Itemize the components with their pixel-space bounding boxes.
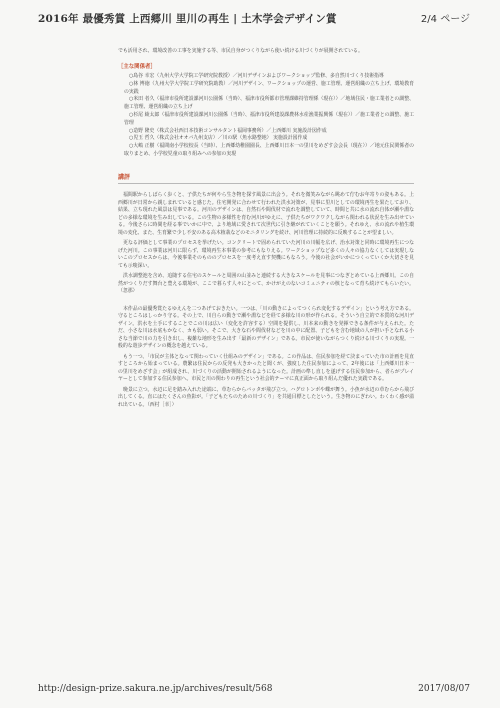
member-item: ○造野 隆史（株式会社西日本技術コンサルタント福岡事務所）／上西郷川 実施設計図作成 — [129, 127, 327, 134]
member-item: ○米田 者久（福津市役所建設課河川公園係（当時）、福津市役所都市管理課維持管理係（現在））／地域住民・施工業者との調整、施工管理、運営組織の立ち上げ — [124, 96, 414, 111]
section-divider — [118, 183, 414, 184]
page-title: 2016年 最優秀賞 上西郷川 里川の再生 | 土木学会デザイン賞 — [38, 13, 337, 25]
footer-url: http://design-prize.sakura.ne.jp/archives/result/568 — [38, 684, 273, 694]
page-header — [38, 10, 470, 30]
members-heading: ［主な関係者］ — [118, 63, 156, 70]
member-item: ○林 博徳（九州大学大学院工学研究院助教）／河川デザイン、ワークショップの運営、施工管理、運営組織の立ち上げ、環境教育の実践 — [124, 80, 414, 95]
review-heading: 講評 — [118, 173, 131, 181]
review-paragraph: 晩景に立つ。水辺に足を踏み入れた途端に、草むらからバッタが飛び立つ。ハグロトンボや蝶が舞う。小魚が水辺の草むらから飛び出してくる。直にはたくさんの魚影が。「子どもたちのための川づくり」を共通目標としたという。生き物のにぎわい。わくわく感が溢れ出ている。（西村［幸］） — [118, 386, 414, 408]
review-paragraph: 洪水調整池を含め、追随する住宅のスケールと周囲の山並みと連続する大きなスケールを見事につなぎとめている上西郷川。この自然がつくりだす舞台と豊える環境が、ここで暮らす人々にとって、かけがえのないコミュニティの核となって育ち続けてもらいたい。（忽那） — [118, 273, 414, 295]
footer-date: 2017/08/07 — [418, 684, 470, 694]
page-footer — [38, 684, 470, 698]
members-list — [118, 73, 414, 159]
member-item: ○大嶋 正樹（福間南小学校校長（当時）、上西郷幼稚園園長、上西郷川日本一の里川をめざす会会長（現在））／地元住民関係者の取りまとめ、小学校児童の取り組みへの参加の実現 — [124, 143, 414, 157]
review-paragraph: 更なる評価として事業のプロセスを挙げたい。コンクリートで固められていた河川の川幅を広げ、治水対策と同時に環境再生につなげた河川。この事業は河川に限らず、環境再生本事業の参考にもなりえる。ワークショップなど多くの人々の協力なくしては実現しないこのプロセスからは、今後事業そのもののプロセスを一度考え直す契機にもなろう。今後の社会がいかにつくっていくか大切さを見ても示唆深い。 — [118, 240, 414, 269]
review-paragraph: 本作品の最優秀賞たるゆえんを二つあげておきたい。一つは、「川の動きによってつくられ変化するデザイン」という考え方である。守るところはしっかり守る。その上で、川自らの動きで瀬や淵などを経て多様な川の形が作られる。そういう自立的で本質的な河川デザイン。洪水を土手にすることでこの川は広い（変化を許容する）空間を提供し、川本来の動きを発揮できる条件が与えられた。ただ、小さな川は水底もかなく、カも弱い。そこで、大きな石や間伐材などを川の中に配置、子どもを含む地域の人が担い手となれる小さな当節で川の力を引き出し、複雑な地形を生み出す「最新のデザイン」である。市民が使いながらつくり続ける川づくりの実現。一般的な遊歩デザインの概念を越えている。 — [118, 305, 414, 350]
intro-text: でも活用され、環境改善の工事を実施する等、市民自身がつくりながら使い続ける川づくりが展開されている。 — [118, 48, 363, 54]
page-indicator: 2/4 ページ — [420, 14, 470, 25]
review-paragraph: もう一つ、「市民が主体となって関わっていく仕組みのデザイン」である。この作品は、住民参加を経て決まっていた市の計画を見直すところから始まっている。農繁は住民からの反発も大きかったと聞くが、強度した住民参加によって、2年後には「上西郷川日本一の里川をめざす会」が組成され、川づくりの活動が開始されるようになった。計画の準し直しを遂げする住民参加から、者らがプレイヤーとして参加する住民参加へ。市民と川の関わりの再生という社会的テーマに真正面から取り組んだ優れた実践である。 — [118, 353, 414, 383]
member-item: ○杉尾 綾太郎（福津市役所建設課河川公園係（当時）、福津市役所建設課農林水産漁業振興係（現在））／施工業者との調整、施工管理 — [124, 111, 414, 126]
article-body — [118, 48, 414, 409]
member-item: ○島谷 幸宏（九州大学大学院工学研究院教授）／河川デザインおよびワークショップ監修、多自然川づくり技術指導 — [129, 73, 384, 79]
review-paragraph: 福間駅からしばらく歩くと、子供たちが何やら生き物を探す風景に出会う。それを微笑みながら眺めて佇むお年寄りの姿もある。上西郷川が日常から親しまれていると感じた。住宅開発に合わせて行われた洪水対策が、見事に里川としての環境再生を果たしており、結果、立ち現れた風景は見事である。河川のデザインは、自然石や間伐材で流れを調整していて、時間と共に水の流れ自体が瀬や淵などの多様な環境を生み出している。この生物の多様性を育む河川がゆえに、子供たちがワクワクしながら関われる状況を生み出せている。今後さらに時間を経る事でいかに中で、より地域に愛されて次世代に引き継がれていくことを願う。それゆえ、水の流れや植生環境の変化、また、生育繁で少し不安のある高木植栽などのモニタリングを続け、河川管理に持続的に反映することが望ましい。 — [118, 192, 414, 236]
member-item: ○児玉 哲久（株式会社オオバ九州支店）／川の駅（魚水路整地） 実施設計図作成 — [129, 135, 308, 142]
